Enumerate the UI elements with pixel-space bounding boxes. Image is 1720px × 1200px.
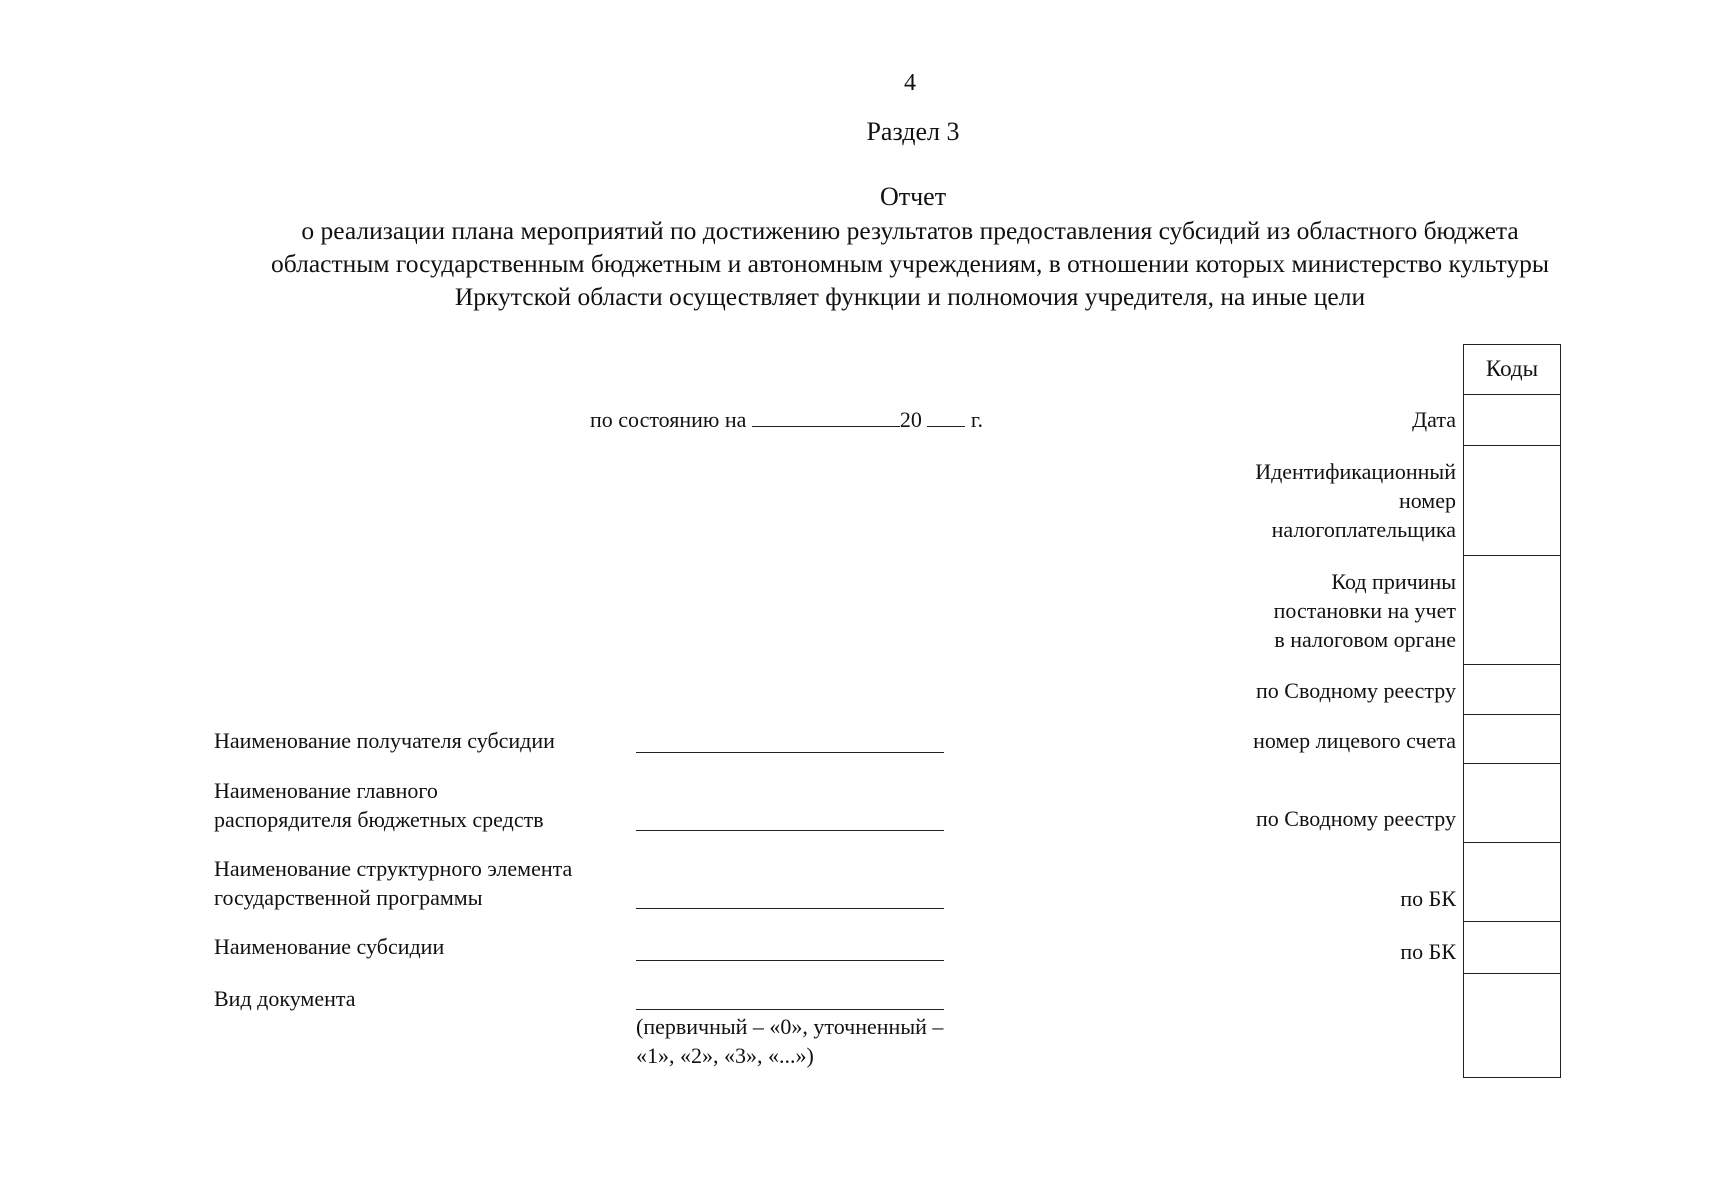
label-svodny-reestr-2: по Сводному реестру [1256,806,1456,831]
codes-table [1463,344,1561,1078]
label-bk-1: по БК [1400,886,1456,911]
codes-cell-bk-1[interactable] [1464,842,1560,843]
doc-type-note: (первичный – «0», уточненный – «1», «2», «3», «...») [636,1014,944,1068]
codes-cell-account[interactable] [1464,714,1560,715]
label-recipient: Наименование получателя субсидии [214,728,555,753]
codes-cell-inn[interactable] [1464,445,1560,446]
codes-cell-doc-type[interactable] [1464,973,1560,974]
label-date: Дата [1412,407,1456,432]
codes-cell-svodny-1[interactable] [1464,664,1560,665]
codes-header: Коды [1485,356,1539,381]
codes-cell-svodny-2[interactable] [1464,763,1560,764]
report-subtitle [160,214,1660,313]
codes-cell-bk-2[interactable] [1464,921,1560,922]
codes-cell-date[interactable] [1464,394,1560,395]
label-subsidy: Наименование субсидии [214,934,445,959]
year-suffix: г. [970,407,983,432]
as-of-date-line [590,406,983,433]
doc-type-field[interactable] [636,1009,944,1010]
report-title: Отчет [879,182,947,211]
label-inn: Идентификационный номер налогоплательщика [1255,459,1456,542]
subtitle-line: областным государственным бюджетным и автономным учреждениям, в отношении которых министерство культуры [271,249,1549,278]
page-number: 4 [904,70,916,96]
gov-manager-field[interactable] [636,830,944,831]
year-prefix: 20 [899,407,922,432]
day-month-blank[interactable] [752,406,900,427]
subtitle-line: о реализации плана мероприятий по достижению результатов предоставления субсидий из областного бюджета [301,216,1519,245]
as-of-label: по состоянию на [590,407,747,432]
label-program-element: Наименование структурного элемента государственной программы [214,856,573,910]
subtitle-line: Иркутской области осуществляет функции и полномочия учредителя, на иные цели [454,282,1366,311]
program-element-field[interactable] [636,908,944,909]
section-title: Раздел 3 [866,117,960,146]
label-bk-2: по БК [1400,939,1456,964]
codes-cell-kpp[interactable] [1464,555,1560,556]
label-kpp: Код причины постановки на учет в налоговом органе [1273,569,1456,652]
label-account-number: номер лицевого счета [1253,728,1456,753]
recipient-field[interactable] [636,752,944,753]
label-doc-type: Вид документа [214,986,356,1011]
label-gov-manager: Наименование главного распорядителя бюджетных средств [214,778,544,832]
subsidy-field[interactable] [636,960,944,961]
label-svodny-reestr-1: по Сводному реестру [1256,678,1456,703]
year-blank[interactable] [927,406,965,427]
